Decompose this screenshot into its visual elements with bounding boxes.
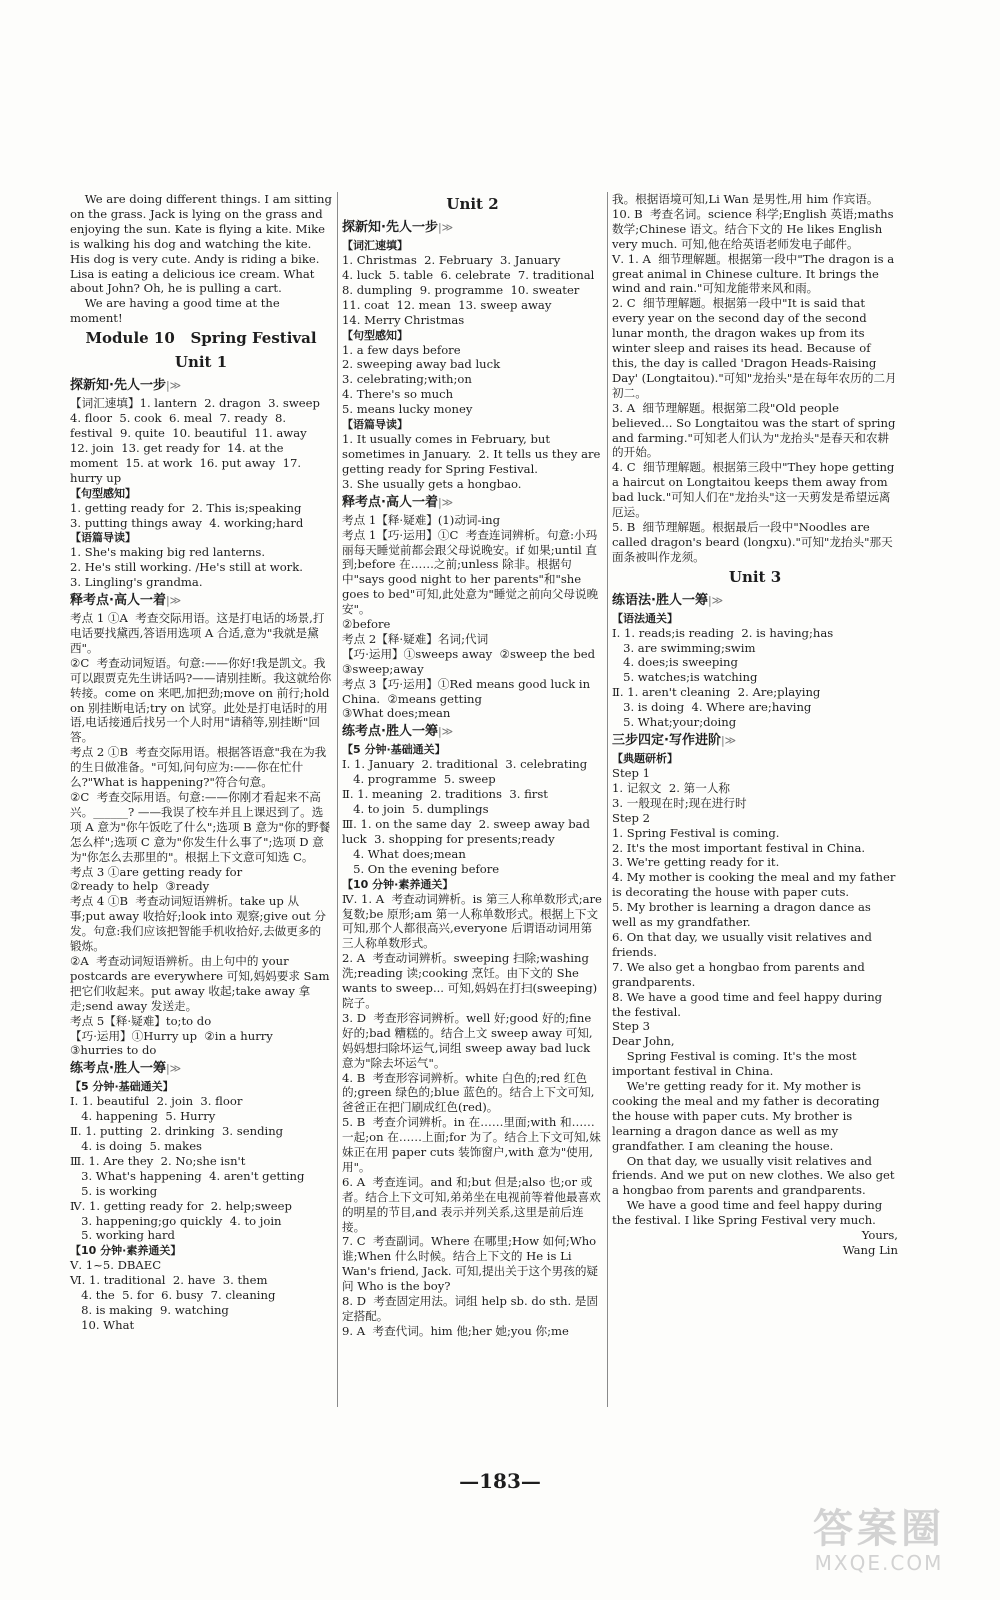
section-heading-text: 释考点·高人一着: [342, 494, 438, 510]
subsection-label: 【语篇导读】: [70, 531, 136, 545]
section-heading-text: 练考点·胜人一筹: [342, 724, 438, 740]
subsection-label: 【5 分钟·基础通关】: [342, 743, 446, 757]
answer-paragraph: 10. B 考查名词。science 科学;English 英语;maths 数学;Chinese 语文。结合下文的 He likes English very much. 可知,他在给英语老师发电子邮件。: [612, 206, 898, 251]
answer-paragraph: 3. D 考查形容词辨析。well 好;good 好的;fine 好的;bad 糟糕的。结合上文 sweep away 可知,妈妈想扫除坏运气,词组 sweep away bad luck 意为"除去坏运气"。: [342, 1010, 595, 1070]
answer-paragraph: 2. C 细节理解题。根据第一段中"It is said that every year on the second day of the second lunar month, the dragon wakes up from its winter sleep and raises its head. Because of this, the day is called 'Dragon Heads-Raising Day' (Longtaitou)."可知"龙抬头"是在每年农历的二月初二。: [612, 296, 897, 400]
answer-paragraph: ②A 考查动词短语辨析。由上句中的 your postcards are everywhere 可知,妈妈要求 Sam 把它们收起来。put away 收起;take away 拿走;send away 发送走。: [70, 953, 334, 1013]
page-number: —183—: [459, 1469, 541, 1493]
answer-paragraph: 7. C 考查副词。Where 在哪里;How 如何;Who 谁;When 什么时候。结合上下文的 He is Li Wan's friend, Jack. 可知,提出关于这个男孩的疑问 Who is the boy?: [342, 1234, 600, 1294]
answer-paragraph: 考点 1【巧·运用】①C 考查连词辨析。句意:小玛丽每天睡觉前都会跟父母说晚安。if 如果;until 直到;before 在……之前;unless 除非。根据句中"says good night to her parents"和"she goes to bed"可知,此处意为"睡觉之前向父母说晚安"。 ②before: [342, 527, 599, 632]
answer-paragraph: 6. A 考查连词。and 和;but 但是;also 也;or 或者。结合上下文可知,弟弟坐在电视前等着他最喜欢的明星的节目,and 表示并列关系,这里是前后连接。: [342, 1174, 601, 1234]
answer-paragraph: 考点 3【巧·运用】①Red means good luck in China. ②means getting ③What does;mean: [342, 676, 591, 721]
answer-paragraph: 1. She's making big red lanterns. 2. He's still working. /He's still at work. 3. Lingling's grandma.: [70, 545, 303, 590]
section-title: Unit 1: [174, 353, 228, 372]
arrow-mark-icon: |≫: [165, 594, 182, 608]
answer-paragraph: 考点 2【释·疑难】名词;代词 【巧·运用】①sweeps away ②sweep the bed ③sweep;away: [342, 631, 596, 676]
section-heading-text: 探新知·先人一步: [342, 220, 438, 235]
section-heading-text: 三步四定·写作进阶: [612, 733, 721, 748]
arrow-mark-icon: |≫: [437, 725, 454, 739]
answer-paragraph: We are doing different things. I am sitting on the grass. Jack is lying on the grass and enjoying the sun. Kate is flying a kite. Mike is walking his dog and watching the kite. His dog is very cute. Andy is riding a bike. Lisa is eating a delicious ice cream. What about John? Oh, he is pulling a cart.: [70, 192, 336, 296]
answer-paragraph: 1. It usually comes in February, but sometimes in January. 2. It tells us they are getting ready for Spring Festival. 3. She usually gets a hongbao.: [342, 432, 601, 491]
answer-paragraph: Ⅳ. 1. A 考查动词辨析。is 第三人称单数形式;are 复数;be 原形;am 第一人称单数形式。根据上下文可知,那个人都很高兴,everyone 后谓语动词用第三人称单数形式。: [342, 891, 606, 951]
answer-paragraph: 4. C 细节理解题。根据第三段中"They hope getting a haircut on Longtaitou keeps them away from bad luck."可知人们在"龙抬头"这一天剪发是希望远离厄运。: [612, 460, 899, 520]
subsection-label: 【典题研析】: [612, 752, 678, 765]
answer-paragraph: 8. D 考查固定用法。词组 help sb. do sth. 是固定搭配。: [342, 1294, 599, 1323]
section-heading-text: 练考点·胜人一筹: [70, 1061, 166, 1077]
answer-paragraph: 1. Christmas 2. February 3. January 4. luck 5. table 6. celebrate 7. traditional 8. dumpling 9. programme 10. sweater 11. coat 12. mean 13. sweep away 14. Merry Christmas: [342, 253, 595, 327]
answer-paragraph: 5. B 细节理解题。根据最后一段中"Noodles are called dragon's beard (longxu)."可知"龙抬头"那天面条被叫作龙须。: [612, 519, 893, 564]
answer-paragraph: 2. A 考查动词辨析。sweeping 扫除;washing 洗;reading 读;cooking 烹饪。由下文的 She wants to sweep... 可知,妈妈在打扫(sweeping)院子。: [342, 951, 598, 1010]
answer-paragraph: 3. A 细节理解题。根据第二段"Old people believed... So Longtaitou was the start of spring and farming."可知老人们认为"龙抬头"是春天和农耕的开始。: [612, 400, 900, 460]
section-heading: [70, 1059, 332, 1078]
subsection-label: 【词汇速填】: [342, 239, 408, 252]
answer-paragraph: 考点 1 ①A 考查交际用语。这是打电话的场景,打电话要找黛西,答语用选项 A 合适,意为"我就是黛西"。: [70, 611, 325, 655]
section-title: Unit 3: [728, 567, 782, 586]
arrow-mark-icon: |≫: [437, 495, 454, 509]
answer-paragraph: 9. A 考查代词。him 他;her 她;you 你;me: [342, 1323, 569, 1338]
subsection-label: 【10 分钟·素养通关】: [342, 877, 454, 891]
answer-paragraph: Ⅰ. 1. January 2. traditional 3. celebrating 4. programme 5. sweep Ⅱ. 1. meaning 2. traditions 3. first 4. to join 5. dumplings Ⅲ. 1. on the same day 2. sweep away bad luck 3. shopping for presents;ready 4. What does;mean 5. On the evening before: [342, 757, 590, 876]
answer-paragraph: 1. getting ready for 2. This is;speaking 3. putting things away 4. working;hard: [70, 500, 304, 530]
answer-paragraph: ②C 考查动词短语。句意:——你好!我是凯文。我可以跟贾克先生讲话吗?——请别挂断。我这就给你转接。come on 来吧,加把劲;move on 前行;hold on 别挂断电话;try on 试穿。此处是打电话时的用语,电话接通后找另一个人时用"请稍等,别挂断"回答。: [70, 655, 334, 745]
answer-paragraph: 【词汇速填】1. lantern 2. dragon 3. sweep 4. floor 5. cook 6. meal 7. ready 8. festival 9. quite 10. beautiful 11. away 12. join 13. get ready for 14. at the moment 15. at work 16. put away 17. hurry up: [70, 396, 328, 485]
answer-paragraph: Ⅴ. 1~5. DBAEC Ⅵ. 1. traditional 2. have 3. them 4. the 5. for 6. busy 7. cleaning 8. is making 9. watching 10. What: [70, 1258, 276, 1332]
section-heading: [342, 722, 603, 741]
answer-column-middle: [337, 192, 608, 1407]
answer-paragraph: 考点 3 ①are getting ready for ②ready to help ③ready: [70, 864, 243, 894]
arrow-mark-icon: |≫: [707, 593, 724, 607]
section-title: Unit 2: [446, 195, 499, 213]
watermark-logo: 答案圈 MXQE.COM: [813, 1506, 945, 1575]
subsection-label: 【10 分钟·素养通关】: [70, 1244, 182, 1258]
answer-paragraph: Ⅴ. 1. A 细节理解题。根据第一段中"The dragon is a great animal in Chinese culture. It brings the wind and rain."可知龙能带来风和雨。: [612, 251, 898, 296]
answer-paragraph: Step 1 1. 记叙文 2. 第一人称 3. 一般现在时;现在进行时 Step 2 1. Spring Festival is coming. 2. It's the most important festival in China. 3. We're getting ready for it. 4. My mother is cooking the meal and my father is decorating the house with paper cuts. 5. My brother is learning a dragon dance as well as my grandfather. 6. On that day, we usually visit relatives and friends. 7. We also get a hongbao from parents and grandparents. 8. We have a good time and feel happy during the festival. Step 3 Dear John, Spring Festival is coming. It's the most important festival in China. We're getting ready for it. My mother is cooking the meal and my father is decorating the house with paper cuts. My brother is learning a dragon dance as well as my grandfather. I am cleaning the house. On that day, we usually visit relatives and friends. And we put on new clothes. We also get a hongbao from parents and grandparents. We have a good time and feel happy during the festival. I like Spring Festival very much.: [612, 766, 896, 1228]
answer-paragraph: 1. a few days before 2. sweeping away bad luck 3. celebrating;with;on 4. There's so much 5. means lucky money: [342, 342, 501, 417]
section-heading: [342, 218, 603, 237]
answer-column-left: [70, 192, 336, 1422]
section-heading: [342, 493, 603, 512]
answer-paragraph: We are having a good time at the moment!: [70, 296, 284, 326]
arrow-mark-icon: |≫: [720, 734, 737, 747]
subsection-label: 【5 分钟·基础通关】: [70, 1080, 174, 1094]
answer-paragraph: 考点 5【释·疑难】to;to do 【巧·运用】①Hurry up ②in a hurry ③hurries to do: [70, 1013, 273, 1058]
letter-signature: Yours, Wang Lin: [842, 1228, 898, 1257]
section-heading: [70, 591, 332, 610]
answer-column-right: [612, 192, 898, 1422]
section-title: Module 10 Spring Festival: [85, 329, 317, 348]
answer-paragraph: ②C 考查交际用语。句意:——你刚才看起来不高兴。______? ——我误了校车并且上课迟到了。选项 A 意为"你午饭吃了什么";选项 B 意为"你的野餐怎么样";选项 C 意为"你发生什么事了";选项 D 意为"你怎么去那里的"。根据上下文意可知选 C。: [70, 790, 331, 864]
answer-paragraph: Ⅰ. 1. reads;is reading 2. is having;has 3. are swimming;swim 4. does;is sweeping 5. watches;is watching Ⅱ. 1. aren't cleaning 2. Are;playing 3. is doing 4. Where are;having 5. What;your;doing: [612, 625, 834, 730]
arrow-mark-icon: |≫: [165, 1062, 182, 1076]
section-heading: [612, 591, 898, 610]
subsection-label: 【句型感知】: [342, 328, 408, 342]
answer-paragraph: 5. B 考查介词辨析。in 在……里面;with 和……一起;on 在……上面;for 为了。结合上下文可知,妹妹正在用 paper cuts 装饰窗户,with 意为"使用,用"。: [342, 1115, 601, 1174]
section-heading-text: 练语法·胜人一筹: [612, 592, 708, 608]
section-heading: [70, 376, 332, 395]
subsection-label: 【语法通关】: [612, 611, 678, 625]
answer-paragraph: 4. B 考查形容词辨析。white 白色的;red 红色的;green 绿色的;blue 蓝色的。结合上下文可知,爸爸正在把门刷成红色(red)。: [342, 1070, 595, 1115]
answer-paragraph: 我。根据语境可知,Li Wan 是男性,用 him 作宾语。: [612, 192, 879, 206]
answer-paragraph: 考点 4 ①B 考查动词短语辨析。take up 从事;put away 收拾好;look into 观察;give out 分发。句意:我们应该把智能手机收拾好,去做更多的锻炼。: [70, 894, 326, 954]
subsection-label: 【句型感知】: [70, 486, 136, 500]
section-heading: [612, 731, 898, 750]
answer-paragraph: Ⅰ. 1. beautiful 2. join 3. floor 4. happening 5. Hurry Ⅱ. 1. putting 2. drinking 3. sending 4. is doing 5. makes Ⅲ. 1. Are they 2. No;she isn't 3. What's happening 4. aren't getting 5. is working Ⅳ. 1. getting ready for 2. help;sweep 3. happening;go quickly 4. to join 5. working hard: [70, 1094, 305, 1243]
answer-paragraph: 考点 1【释·疑难】(1)动词-ing: [342, 512, 501, 527]
section-heading-text: 释考点·高人一着: [70, 593, 166, 609]
arrow-mark-icon: |≫: [165, 379, 182, 393]
subsection-label: 【语篇导读】: [342, 418, 408, 432]
arrow-mark-icon: |≫: [437, 221, 454, 234]
answer-paragraph: 考点 2 ①B 考查交际用语。根据答语意"我在为我的生日做准备。"可知,问句应为:——你在忙什么?"What is happening?"符合句意。: [70, 745, 327, 790]
section-heading-text: 探新知·先人一步: [70, 378, 166, 394]
